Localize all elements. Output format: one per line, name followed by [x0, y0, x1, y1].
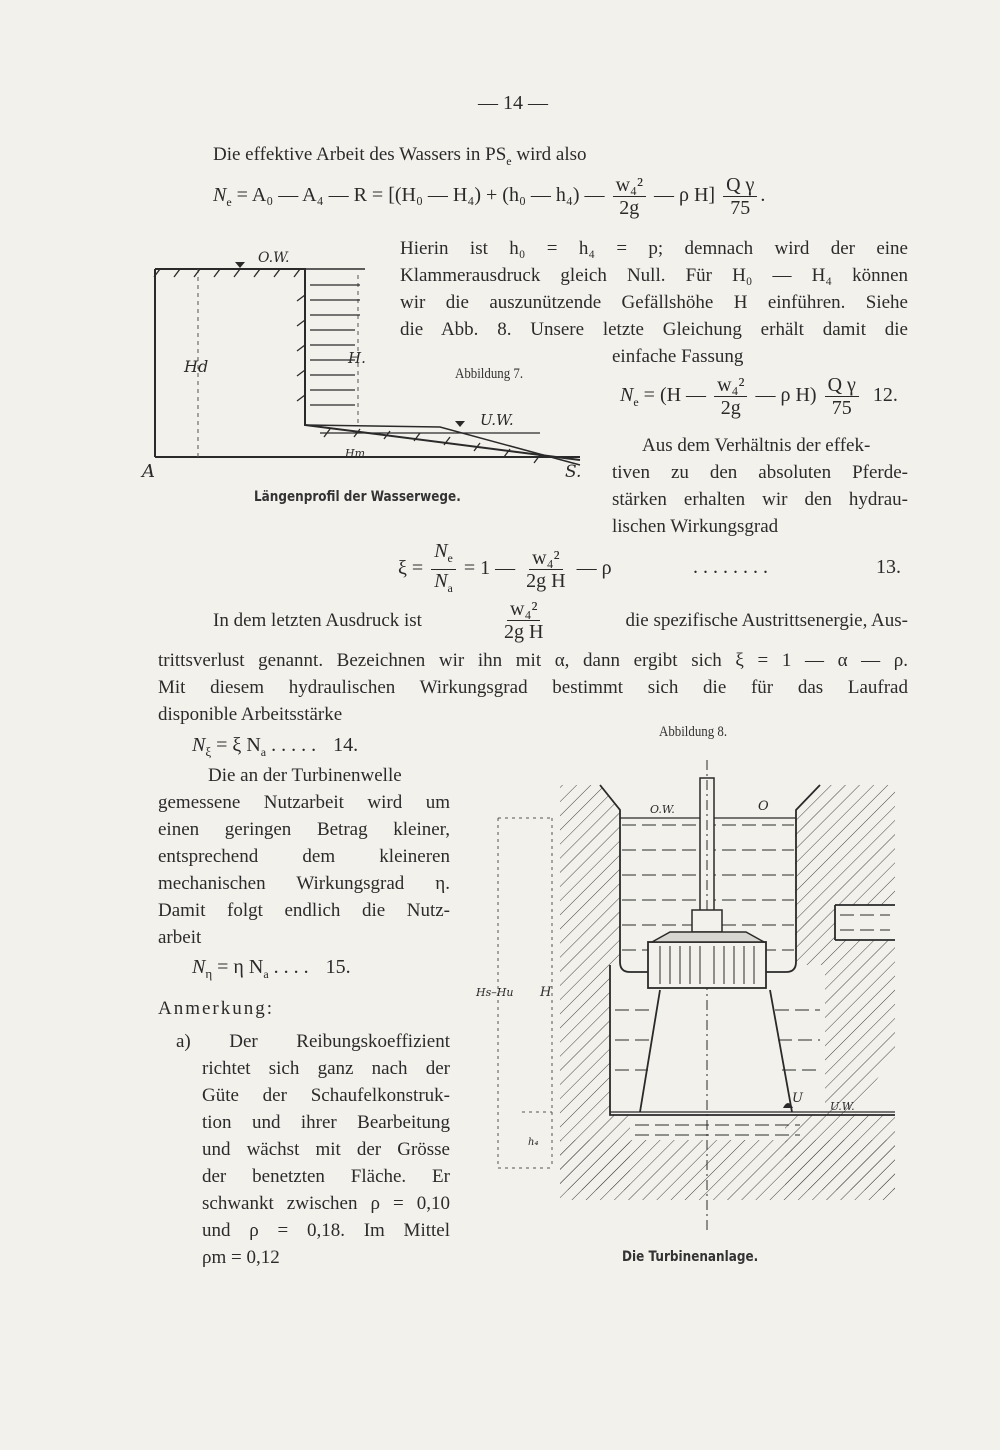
- page-number: — 14 —: [478, 92, 548, 114]
- para4-line: Die an der Turbinenwelle: [208, 765, 402, 786]
- note-a-line: tion und ihrer Bearbeitung: [202, 1112, 450, 1133]
- note-a-line: richtet sich ganz nach der: [202, 1058, 450, 1079]
- para2-line: stärken erhalten wir den hydrau-: [612, 489, 908, 510]
- para3-line: disponible Arbeitsstärke: [158, 704, 343, 725]
- para4-line: mechanischen Wirkungsgrad η.: [158, 873, 450, 894]
- fig8-label-h4: h₄: [528, 1137, 539, 1148]
- eq12-lhs-sub: e: [633, 395, 639, 410]
- fig8-label-o: O: [758, 799, 769, 814]
- para3-frac-den: 2g H: [504, 621, 544, 643]
- eq12-num: 12.: [872, 384, 898, 407]
- eq13-xi: ξ =: [398, 557, 424, 580]
- fig8-label-uw: U.W.: [830, 1100, 855, 1113]
- fig8-caption: Die Turbinenanlage.: [622, 1249, 759, 1265]
- equation-12: [620, 374, 898, 419]
- eq13-frac1-den: [431, 570, 456, 599]
- equation-13: [398, 540, 612, 599]
- eq12-mid: = (H —: [643, 384, 707, 407]
- para1-line: einfache Fassung: [612, 346, 744, 367]
- eq-main-frac2-num: Q γ: [723, 174, 757, 197]
- fig7-label-uw: U.W.: [480, 411, 514, 429]
- para3-line: trittsverlust genannt. Bezeichnen wir ihn mit α, dann ergibt sich ξ = 1 — α — ρ.: [158, 650, 908, 671]
- fig8-runner-top: [652, 932, 764, 942]
- fig7-label-s: S.: [565, 462, 582, 482]
- eq12-frac2-num: Q γ: [825, 374, 859, 397]
- fig8-ground-right: [785, 785, 895, 1190]
- eq13-frac2-num: w₄²: [529, 547, 562, 570]
- intro-text: Die effektive Arbeit des Wassers in PS: [213, 144, 507, 165]
- fig8-runner: [648, 942, 766, 988]
- eq12-frac2-den: 75: [831, 397, 852, 419]
- note-a-line: Güte der Schaufelkonstruk-: [202, 1085, 450, 1106]
- eq-main-end: .: [760, 184, 766, 207]
- eq12-frac1-den: 2g: [720, 397, 741, 419]
- eq12-frac1: [714, 374, 747, 419]
- eq13-f1n: N: [434, 540, 448, 562]
- eq13-dots: . . . . . . . .: [693, 556, 768, 578]
- eq13-f1d-sub: a: [447, 581, 453, 595]
- eq13-f1d: N: [434, 570, 448, 592]
- fig7-label-h: H.: [348, 349, 366, 367]
- note-a-line: ρm = 0,12: [202, 1247, 280, 1268]
- eq14-sub: ξ: [205, 744, 212, 759]
- eq13-frac2-den: 2g H: [526, 570, 566, 592]
- eq13-frac2: [523, 547, 568, 592]
- eq15-num: 15.: [325, 956, 351, 978]
- fig8-ground-bottom: [560, 1140, 895, 1200]
- para1-line: Hierin ist h₀ = h₄ = p; demnach wird der eine: [400, 238, 908, 259]
- fig8-label: Abbildung 8.: [659, 724, 728, 740]
- equation-main: [213, 174, 765, 219]
- intro-tail: wird also: [511, 144, 587, 165]
- eq-main-frac1: [613, 174, 646, 219]
- fig7-water-marker-bottom: [455, 421, 465, 427]
- para3-frac-num: w₄²: [507, 598, 540, 621]
- eq13-mid: = 1 —: [463, 557, 516, 580]
- note-a-line: und ρ = 0,18. Im Mittel: [202, 1220, 450, 1241]
- figure-8: [470, 750, 910, 1240]
- para4-line: gemessene Nutzarbeit wird um: [158, 792, 450, 813]
- note-a-line: a) Der Reibungskoeffizient: [176, 1031, 450, 1052]
- eq15-rest: = η N: [212, 956, 264, 978]
- note-a-line: schwankt zwischen ρ = 0,10: [202, 1193, 450, 1214]
- fig7-label-ow: O.W.: [258, 250, 290, 266]
- para3-line: Mit diesem hydraulischen Wirkungsgrad bestimmt sich die für das Laufrad: [158, 677, 908, 698]
- eq14-dots: . . . . .: [266, 734, 317, 756]
- paragraph-2: [612, 432, 908, 540]
- fig7-label-a: A: [142, 461, 155, 482]
- eq13-num: 13.: [876, 556, 901, 578]
- paragraph-4: [158, 762, 450, 951]
- eq-main-frac1-den: 2g: [619, 197, 640, 219]
- paragraph-1: [400, 235, 908, 370]
- fig7-caption: Längenprofil der Wasserwege.: [254, 489, 461, 505]
- fig8-label-u: U: [792, 1091, 803, 1106]
- eq14-lhs: N: [192, 734, 206, 756]
- para3-a: In dem letzten Ausdruck ist: [213, 610, 422, 631]
- note-a-line: und wächst mit der Grösse: [202, 1139, 450, 1160]
- eq-main-frac2-den: 75: [730, 197, 751, 219]
- eq-main-after: — ρ H]: [653, 184, 716, 207]
- eq12-frac1-num: w₄²: [714, 374, 747, 397]
- intro-line: [213, 141, 587, 175]
- fig8-draft-tube: [640, 990, 792, 1112]
- eq12-mid2: — ρ H): [755, 384, 817, 407]
- fig7-water-marker-top: [235, 262, 245, 268]
- para4-line: arbeit: [158, 927, 202, 948]
- fig8-label-ow: O.W.: [650, 803, 675, 816]
- anmerkung-heading: Anmerkung:: [158, 998, 275, 1019]
- eq13-frac1: [431, 540, 456, 599]
- para2-line: tiven zu den absoluten Pferde-: [612, 462, 908, 483]
- fig8-right-step: [835, 905, 895, 940]
- eq14-sub2: a: [260, 745, 267, 759]
- eq-main-lhs: N: [213, 184, 227, 207]
- intro-sub: e: [506, 153, 512, 168]
- para1-line: die Abb. 8. Unsere letzte Gleichung erhält damit die: [400, 319, 908, 340]
- para4-line: entsprechend dem kleineren: [158, 846, 450, 867]
- eq-main-frac1-num: w₄²: [613, 174, 646, 197]
- para4-line: Damit folgt endlich die Nutz-: [158, 900, 450, 921]
- para3-first-line: [213, 598, 908, 643]
- para2-line: lischen Wirkungsgrad: [612, 516, 779, 537]
- para3-frac: [501, 598, 546, 643]
- eq13-f1n-sub: e: [447, 551, 453, 565]
- para4-line: einen geringen Betrag kleiner,: [158, 819, 450, 840]
- fig7-label-hm: Hm: [345, 447, 366, 460]
- eq13-end: — ρ: [576, 557, 612, 580]
- fig7-label-hd: Hd: [184, 357, 209, 376]
- para2-line: Aus dem Verhältnis der effek-: [642, 435, 871, 456]
- fig8-hub: [692, 910, 722, 932]
- note-a: [176, 1028, 450, 1271]
- eq12-frac2: [825, 374, 859, 419]
- para1-line: wir die auszunützende Gefällshöhe H einführen. Siehe: [400, 292, 908, 313]
- fig7-label: Abbildung 7.: [455, 366, 524, 382]
- fig8-label-h: H: [540, 985, 552, 1000]
- fig8-label-hs: Hs–Hu: [476, 986, 514, 999]
- equation-15: [192, 956, 351, 982]
- eq15-sub2: a: [263, 967, 269, 981]
- equation-14: [192, 734, 358, 760]
- eq15-sub: η: [205, 966, 213, 981]
- eq-main-rest: = A₀ — A₄ — R = [(H₀ — H₄) + (h₀ — h₄) —: [236, 184, 605, 207]
- paragraph-3: [158, 647, 908, 728]
- eq13-frac1-num: [431, 540, 456, 570]
- eq12-lhs: N: [620, 384, 634, 407]
- eq15-dots: . . . .: [268, 956, 309, 978]
- eq14-rest: = ξ N: [211, 734, 261, 756]
- note-a-line: der benetzten Fläche. Er: [202, 1166, 450, 1187]
- para1-line: Klammerausdruck gleich Null. Für H₀ — H₄ können: [400, 265, 908, 286]
- eq-main-lhs-sub: e: [226, 195, 232, 210]
- eq15-lhs: N: [192, 956, 206, 978]
- eq14-num: 14.: [333, 734, 359, 756]
- eq-main-frac2: [723, 174, 757, 219]
- para3-b: die spezifische Austrittsenergie, Aus-: [625, 610, 908, 631]
